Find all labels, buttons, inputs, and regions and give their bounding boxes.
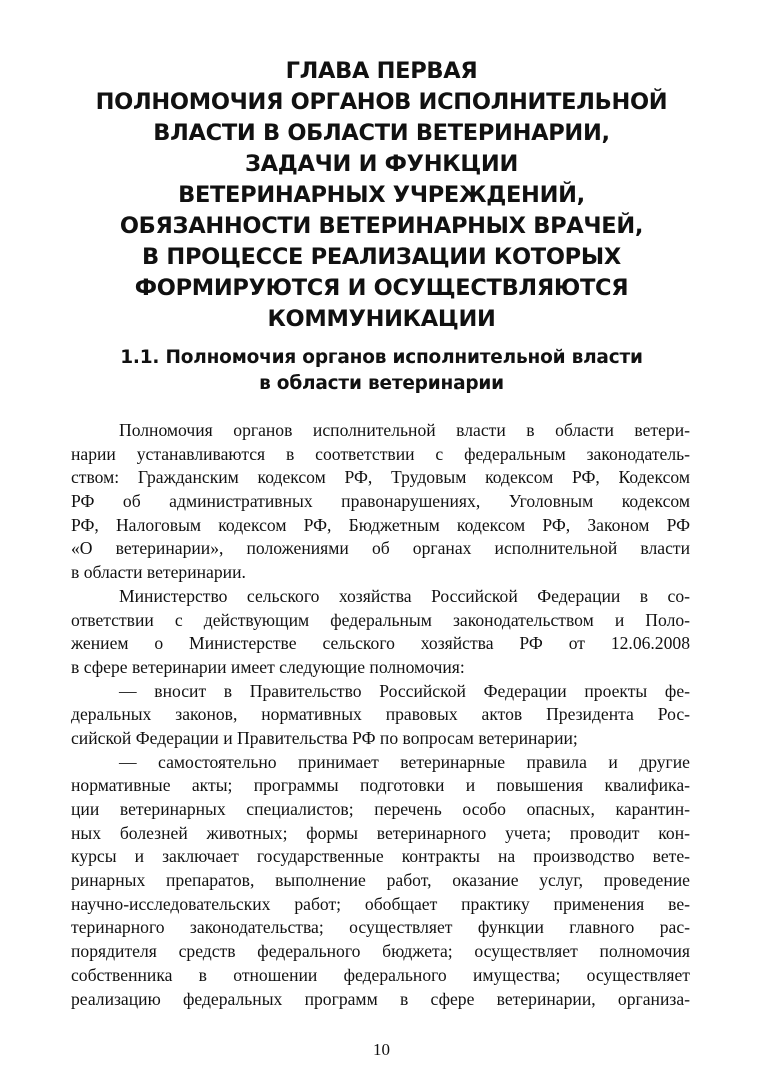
chapter-heading-line: ВЕТЕРИНАРНЫХ УЧРЕЖДЕНИЙ, (178, 182, 585, 208)
section-heading (60, 345, 703, 397)
chapter-heading-line: КОММУНИКАЦИИ (267, 306, 496, 332)
text-line: — самостоятельно принимает ветеринарные правила и другие (119, 751, 690, 772)
body-text (71, 419, 690, 1011)
page-number: 10 (373, 1040, 390, 1059)
text-line: ответствии с действующим федеральным законодательством и Поло- (71, 609, 690, 630)
text-line: ции ветеринарных специалистов; перечень особо опасных, карантин- (71, 799, 690, 819)
section-heading-line: в области ветеринарии (259, 373, 504, 394)
text-line: собственника в отношении федерального имущества; осуществляет (71, 964, 690, 985)
text-line: жением о Министерстве сельского хозяйства РФ от 12.06.2008 (71, 633, 690, 654)
chapter-heading-line: ОБЯЗАННОСТИ ВЕТЕРИНАРНЫХ ВРАЧЕЙ, (119, 213, 644, 239)
chapter-heading-line: ГЛАВА ПЕРВАЯ (285, 58, 478, 84)
chapter-heading-line: ПОЛНОМОЧИЯ ОРГАНОВ ИСПОЛНИТЕЛЬНОЙ (95, 89, 668, 115)
text-line: РФ, Налоговым кодексом РФ, Бюджетным кодексом РФ, Законом РФ (71, 514, 690, 535)
text-line: ринарных препаратов, выполнение работ, оказание услуг, проведение (71, 870, 690, 891)
text-line: Министерство сельского хозяйства Российской Федерации в со- (119, 585, 690, 606)
section-heading-line: 1.1. Полномочия органов исполнительной власти (120, 347, 643, 368)
chapter-heading-line: ФОРМИРУЮТСЯ И ОСУЩЕСТВЛЯЮТСЯ (134, 275, 629, 301)
text-line: теринарного законодательства; осуществляет функции главного рас- (71, 917, 690, 938)
text-line: Полномочия органов исполнительной власти в области ветери- (119, 420, 690, 440)
text-line: деральных законов, нормативных правовых актов Президента Рос- (71, 704, 690, 725)
text-line: в области ветеринарии. (71, 562, 246, 583)
text-line: нарии устанавливаются в соответствии с федеральным законодатель- (71, 443, 690, 464)
text-line: реализацию федеральных программ в сфере ветеринарии, организа- (71, 988, 690, 1009)
text-line: — вносит в Правительство Российской Федерации проекты фе- (119, 680, 690, 701)
text-line: в сфере ветеринарии имеет следующие полномочия: (71, 656, 465, 677)
text-line: сийской Федерации и Правительства РФ по вопросам ветеринарии; (71, 727, 578, 748)
text-line: порядителя средств федерального бюджета; осуществляет полномочия (71, 941, 690, 962)
text-line: РФ об административных правонарушениях, Уголовным кодексом (71, 491, 690, 512)
text-line: ных болезней животных; формы ветеринарного учета; проводит кон- (71, 822, 690, 843)
text-line: курсы и заключает государственные контракты на производство вете- (71, 846, 690, 867)
text-line: научно-исследовательских работ; обобщает практику применения ве- (71, 893, 690, 914)
chapter-heading-line: В ПРОЦЕССЕ РЕАЛИЗАЦИИ КОТОРЫХ (142, 244, 621, 270)
text-line: «О ветеринарии», положениями об органах исполнительной власти (71, 538, 690, 559)
text-line: нормативные акты; программы подготовки и повышения квалифика- (71, 775, 690, 796)
chapter-heading (60, 56, 703, 335)
chapter-heading-line: ВЛАСТИ В ОБЛАСТИ ВЕТЕРИНАРИИ, (153, 120, 610, 146)
chapter-heading-line: ЗАДАЧИ И ФУНКЦИИ (245, 151, 518, 177)
text-line: ством: Гражданским кодексом РФ, Трудовым кодексом РФ, Кодексом (71, 467, 690, 488)
